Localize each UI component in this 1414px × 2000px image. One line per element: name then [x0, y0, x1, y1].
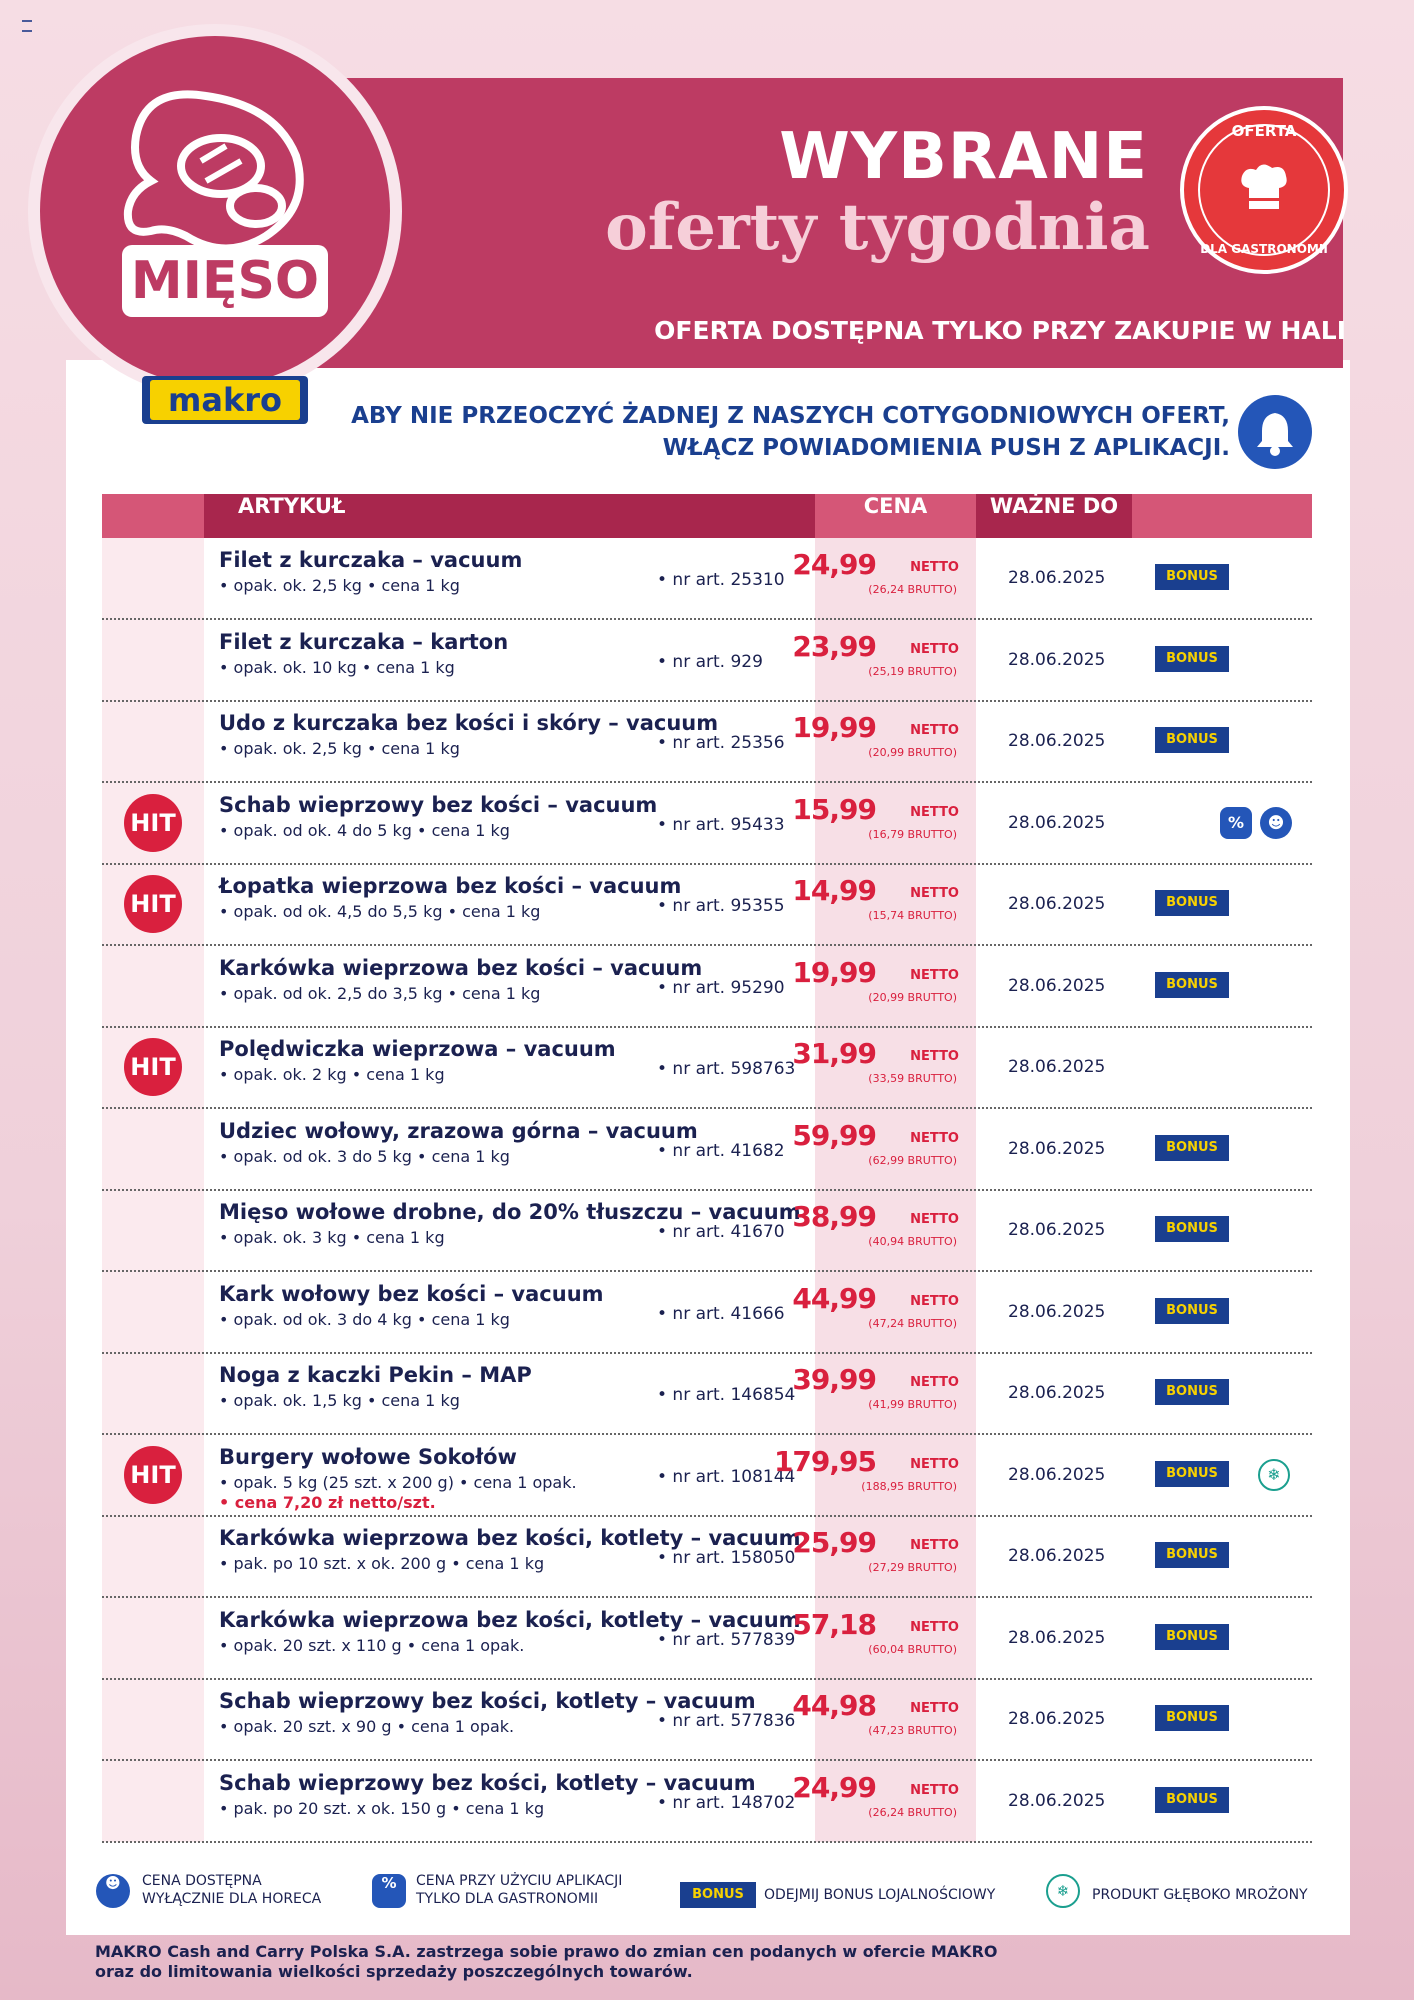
- col-price: CENA: [815, 494, 976, 538]
- netto-label: NETTO: [910, 1049, 959, 1064]
- netto-label: NETTO: [910, 1212, 959, 1227]
- product-name: Karkówka wieprzowa bez kości, kotlety – vacuum: [219, 1526, 801, 1550]
- snowflake-icon: ❄: [1258, 1459, 1290, 1491]
- netto-label: NETTO: [910, 1456, 959, 1472]
- gastronomy-stamp: [1180, 106, 1348, 274]
- net-price: 179,95: [773, 1444, 876, 1478]
- product-name: Filet z kurczaka – karton: [219, 629, 509, 654]
- article-number: • nr art. 41666: [657, 1303, 785, 1324]
- valid-until: 28.06.2025: [1008, 1383, 1106, 1403]
- bonus-badge: BONUS: [1155, 1705, 1229, 1731]
- col-article: ARTYKUŁ: [204, 494, 815, 538]
- stamp-bottom-text: DLA GASTRONOMII: [1200, 242, 1328, 256]
- gross-price: (40,94 BRUTTO): [868, 1235, 957, 1248]
- gross-price: (16,79 BRUTTO): [868, 827, 957, 841]
- gross-price: (47,24 BRUTTO): [868, 1316, 957, 1330]
- push-notice: [330, 400, 1230, 464]
- snowflake-icon: ❄: [1046, 1874, 1080, 1908]
- article-number: • nr art. 25310: [657, 570, 785, 590]
- article-number: • nr art. 577836: [657, 1711, 796, 1731]
- netto-label: NETTO: [910, 886, 959, 901]
- valid-until: 28.06.2025: [1008, 1627, 1106, 1648]
- push-line1: ABY NIE PRZEOCZYĆ ŻADNEJ Z NASZYCH COTYGODNIOWYCH OFERT,: [351, 403, 1230, 429]
- net-price: 38,99: [792, 1200, 876, 1233]
- product-detail: • opak. 20 szt. x 90 g • cena 1 opak.: [219, 1717, 515, 1736]
- product-name: Schab wieprzowy bez kości, kotlety – vacuum: [219, 1689, 756, 1713]
- product-detail: • opak. ok. 1,5 kg • cena 1 kg: [219, 1391, 460, 1410]
- hit-badge: HIT: [124, 1038, 182, 1096]
- product-name: Polędwiczka wieprzowa – vacuum: [219, 1037, 616, 1061]
- makro-logo-text: makro: [150, 380, 300, 420]
- table-row[interactable]: [102, 1598, 1312, 1680]
- netto-label: NETTO: [910, 967, 959, 983]
- bonus-badge: BONUS: [1155, 972, 1229, 998]
- valid-until: 28.06.2025: [1008, 1709, 1106, 1729]
- product-name: Noga z kaczki Pekin – MAP: [219, 1363, 532, 1387]
- net-price: 39,99: [792, 1363, 876, 1396]
- bonus-badge: BONUS: [1155, 1787, 1229, 1813]
- hit-badge: HIT: [124, 875, 182, 933]
- product-detail: • opak. od ok. 2,5 do 3,5 kg • cena 1 kg: [219, 983, 541, 1003]
- valid-until: 28.06.2025: [1008, 1057, 1106, 1077]
- table-row[interactable]: [102, 946, 1312, 1028]
- legend-bonus-badge: BONUS: [680, 1882, 756, 1908]
- legend-bonus-text: ODEJMIJ BONUS LOJALNOŚCIOWY: [764, 1887, 996, 1903]
- valid-until: 28.06.2025: [1008, 568, 1106, 588]
- table-row[interactable]: [102, 1679, 1312, 1761]
- netto-label: NETTO: [910, 1782, 959, 1798]
- bonus-badge: BONUS: [1155, 1461, 1229, 1487]
- bonus-badge: BONUS: [1155, 646, 1229, 672]
- subtitle: OFERTA DOSTĘPNA TYLKO PRZY ZAKUPIE W HALI: [654, 316, 1346, 345]
- push-line2: WŁĄCZ POWIADOMIENIA PUSH Z APLIKACJI.: [662, 435, 1230, 461]
- col-valid: WAŻNE DO: [976, 494, 1132, 538]
- netto-label: NETTO: [910, 1619, 959, 1635]
- product-name: Schab wieprzowy bez kości – vacuum: [219, 792, 658, 817]
- stamp-top-text: OFERTA: [1231, 122, 1297, 140]
- netto-label: NETTO: [910, 1538, 959, 1553]
- article-number: • nr art. 95355: [657, 896, 785, 916]
- valid-until: 28.06.2025: [1008, 975, 1106, 996]
- netto-label: NETTO: [910, 1375, 959, 1390]
- article-number: • nr art. 148702: [657, 1792, 796, 1813]
- valid-until: 28.06.2025: [1008, 1220, 1106, 1240]
- legend-horeca-l2: WYŁĄCZNIE DLA HORECA: [142, 1891, 322, 1907]
- valid-until: 28.06.2025: [1008, 1546, 1106, 1566]
- net-price: 19,99: [792, 955, 876, 989]
- netto-label: NETTO: [910, 641, 959, 657]
- net-price: 15,99: [792, 792, 876, 826]
- product-detail: • opak. 20 szt. x 110 g • cena 1 opak.: [219, 1635, 525, 1655]
- product-detail: • pak. po 10 szt. x ok. 200 g • cena 1 kg: [219, 1554, 545, 1573]
- app-icon: %: [372, 1874, 406, 1908]
- product-detail: • opak. ok. 2,5 kg • cena 1 kg: [219, 576, 460, 595]
- net-price: 44,98: [792, 1689, 876, 1722]
- valid-until: 28.06.2025: [1008, 1464, 1106, 1485]
- article-number: • nr art. 25356: [657, 733, 785, 753]
- netto-label: NETTO: [910, 1701, 959, 1716]
- table-row[interactable]: [102, 1435, 1312, 1517]
- net-price: 59,99: [792, 1118, 876, 1152]
- net-price: 31,99: [792, 1037, 876, 1070]
- gross-price: (27,29 BRUTTO): [868, 1561, 957, 1574]
- bell-icon: [1238, 395, 1312, 469]
- gross-price: (26,24 BRUTTO): [868, 583, 957, 596]
- product-name: Karkówka wieprzowa bez kości, kotlety – vacuum: [219, 1607, 801, 1632]
- table-row[interactable]: [102, 1190, 1312, 1272]
- legend-horeca: [142, 1872, 321, 1908]
- gross-price: (20,99 BRUTTO): [868, 746, 957, 759]
- table-row[interactable]: [102, 1353, 1312, 1435]
- title-line2: oferty tygodnia: [605, 190, 1150, 265]
- bonus-badge: BONUS: [1155, 1135, 1229, 1161]
- product-name: Filet z kurczaka – vacuum: [219, 548, 523, 572]
- table-row[interactable]: [102, 783, 1312, 865]
- net-price: 57,18: [792, 1607, 876, 1641]
- hit-badge: HIT: [124, 1446, 182, 1504]
- product-detail: • pak. po 20 szt. x ok. 150 g • cena 1 kg: [219, 1798, 545, 1818]
- gross-price: (15,74 BRUTTO): [868, 909, 957, 922]
- table-row[interactable]: [102, 620, 1312, 702]
- article-number: • nr art. 598763: [657, 1059, 796, 1079]
- product-detail: • opak. od ok. 3 do 5 kg • cena 1 kg: [219, 1146, 510, 1166]
- bonus-badge: BONUS: [1155, 1542, 1229, 1568]
- chef-hat-icon: [1234, 158, 1294, 218]
- footer-line2: oraz do limitowania wielkości sprzedaży poszczególnych towarów.: [95, 1962, 693, 1981]
- gross-price: (20,99 BRUTTO): [868, 990, 957, 1004]
- gross-price: (41,99 BRUTTO): [868, 1398, 957, 1411]
- article-number: • nr art. 41682: [657, 1140, 785, 1161]
- gross-price: (62,99 BRUTTO): [868, 1153, 957, 1167]
- article-number: • nr art. 158050: [657, 1548, 796, 1568]
- article-number: • nr art. 41670: [657, 1222, 785, 1242]
- hit-badge: HIT: [124, 794, 182, 852]
- product-name: Schab wieprzowy bez kości, kotlety – vacuum: [219, 1770, 756, 1795]
- app-price-icon: %: [1220, 807, 1252, 839]
- notification-bell-button[interactable]: [1238, 395, 1312, 469]
- footer-disclaimer: [95, 1942, 998, 1982]
- netto-label: NETTO: [910, 1130, 959, 1146]
- valid-until: 28.06.2025: [1008, 894, 1106, 914]
- legend: [66, 1860, 1350, 1925]
- legend-app-l2: TYLKO DLA GASTRONOMII: [416, 1891, 599, 1907]
- makro-logo[interactable]: [142, 376, 308, 424]
- net-price: 19,99: [792, 711, 876, 744]
- article-number: • nr art. 108144: [657, 1466, 796, 1487]
- valid-until: 28.06.2025: [1008, 649, 1106, 670]
- bonus-badge: BONUS: [1155, 1216, 1229, 1242]
- valid-until: 28.06.2025: [1008, 731, 1106, 751]
- gross-price: (188,95 BRUTTO): [861, 1479, 957, 1493]
- bonus-badge: BONUS: [1155, 1298, 1229, 1324]
- valid-until: 28.06.2025: [1008, 1790, 1106, 1811]
- netto-label: NETTO: [910, 723, 959, 738]
- product-detail: • opak. od ok. 3 do 4 kg • cena 1 kg: [219, 1309, 510, 1329]
- product-detail: • opak. ok. 10 kg • cena 1 kg: [219, 657, 455, 677]
- table-row[interactable]: [102, 1027, 1312, 1109]
- table-row[interactable]: [102, 1109, 1312, 1191]
- netto-label: NETTO: [910, 1293, 959, 1309]
- product-name: Kark wołowy bez kości – vacuum: [219, 1281, 604, 1306]
- legend-app-l1: CENA PRZY UŻYCIU APLIKACJI: [416, 1873, 623, 1889]
- product-detail: • opak. od ok. 4 do 5 kg • cena 1 kg: [219, 820, 510, 840]
- gross-price: (33,59 BRUTTO): [868, 1072, 957, 1085]
- table-row[interactable]: [102, 864, 1312, 946]
- net-price: 24,99: [792, 548, 876, 581]
- article-number: • nr art. 95290: [657, 977, 785, 998]
- product-detail: • opak. ok. 3 kg • cena 1 kg: [219, 1228, 445, 1247]
- product-name: Karkówka wieprzowa bez kości – vacuum: [219, 955, 703, 980]
- legend-app: [416, 1872, 622, 1908]
- horeca-icon: ☻: [96, 1874, 130, 1908]
- horeca-icon: ☻: [1260, 807, 1292, 839]
- gross-price: (25,19 BRUTTO): [868, 664, 957, 678]
- product-detail: • opak. od ok. 4,5 do 5,5 kg • cena 1 kg: [219, 902, 541, 921]
- legend-horeca-l1: CENA DOSTĘPNA: [142, 1873, 262, 1889]
- unit-price-note: • cena 7,20 zł netto/szt.: [219, 1492, 436, 1512]
- table-row[interactable]: [102, 1272, 1312, 1354]
- gross-price: (26,24 BRUTTO): [868, 1805, 957, 1819]
- title-line1: WYBRANE: [779, 120, 1148, 194]
- product-detail: • opak. 5 kg (25 szt. x 200 g) • cena 1 opak.: [219, 1472, 577, 1492]
- net-price: 25,99: [792, 1526, 876, 1559]
- product-name: Udo z kurczaka bez kości i skóry – vacuum: [219, 711, 719, 735]
- category-label: MIĘSO: [122, 245, 328, 317]
- table-row[interactable]: [102, 538, 1312, 620]
- net-price: 14,99: [792, 874, 876, 907]
- legend-frozen-text: PRODUKT GŁĘBOKO MROŻONY: [1092, 1887, 1308, 1903]
- valid-until: 28.06.2025: [1008, 1301, 1106, 1322]
- product-name: Mięso wołowe drobne, do 20% tłuszczu – vacuum: [219, 1200, 801, 1224]
- table-row[interactable]: [102, 701, 1312, 783]
- product-name: Łopatka wieprzowa bez kości – vacuum: [219, 874, 682, 898]
- gross-price: (60,04 BRUTTO): [868, 1642, 957, 1656]
- footer-line1: MAKRO Cash and Carry Polska S.A. zastrzega sobie prawo do zmian cen podanych w ofercie MAKRO: [95, 1942, 998, 1961]
- article-number: • nr art. 95433: [657, 814, 785, 835]
- net-price: 24,99: [792, 1770, 876, 1804]
- bonus-badge: BONUS: [1155, 1379, 1229, 1405]
- menu-icon[interactable]: [22, 20, 32, 32]
- gross-price: (47,23 BRUTTO): [868, 1724, 957, 1737]
- bonus-badge: BONUS: [1155, 727, 1229, 753]
- article-number: • nr art. 146854: [657, 1385, 796, 1405]
- bonus-badge: BONUS: [1155, 1624, 1229, 1650]
- bonus-badge: BONUS: [1155, 890, 1229, 916]
- category-badge-inner: [40, 36, 390, 386]
- product-name: Udziec wołowy, zrazowa górna – vacuum: [219, 1118, 698, 1143]
- netto-label: NETTO: [910, 560, 959, 575]
- net-price: 23,99: [792, 629, 876, 663]
- net-price: 44,99: [792, 1281, 876, 1315]
- product-detail: • opak. ok. 2 kg • cena 1 kg: [219, 1065, 445, 1084]
- table-row[interactable]: [102, 1761, 1312, 1843]
- product-name: Burgery wołowe Sokołów: [219, 1444, 517, 1469]
- table-row[interactable]: [102, 1516, 1312, 1598]
- bonus-badge: BONUS: [1155, 564, 1229, 590]
- article-number: • nr art. 577839: [657, 1629, 796, 1650]
- article-number: • nr art. 929: [657, 651, 763, 672]
- valid-until: 28.06.2025: [1008, 1138, 1106, 1159]
- table-header: [102, 494, 1312, 538]
- valid-until: 28.06.2025: [1008, 812, 1106, 833]
- netto-label: NETTO: [910, 804, 959, 820]
- product-detail: • opak. ok. 2,5 kg • cena 1 kg: [219, 739, 460, 758]
